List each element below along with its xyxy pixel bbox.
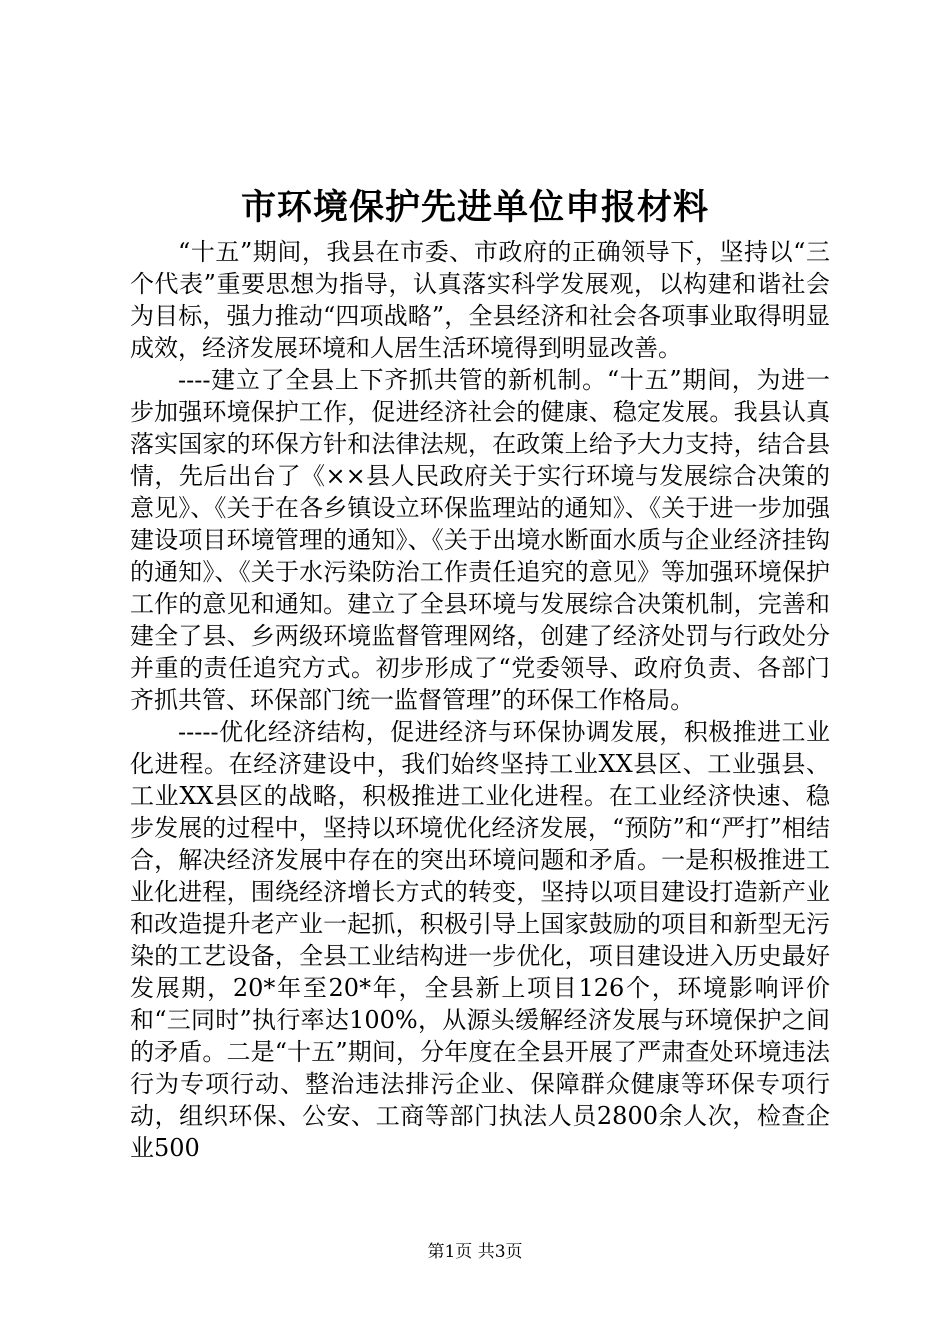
page-number-footer: 第1页 共3页 [427, 1242, 523, 1262]
document-body [130, 236, 830, 1164]
paragraph-economy: -----优化经济结构，促进经济与环保协调发展，积极推进工业化进程。在经济建设中，我们始终坚持工业XX县区、工业强县、工业XX县区的战略，积极推进工业化进程。在工业经济快速、稳步发展的过程中，坚持以环境优化经济发展，“预防”和“严打”相结合，解决经济发展中存在的突出环境问题和矛盾。一是积极推进工业化进程，围绕经济增长方式的转变，坚持以项目建设打造新产业和改造提升老产业一起抓，积极引导上国家鼓励的项目和新型无污染的工艺设备，全县工业结构进一步优化，项目建设进入历史最好发展期，20*年至20*年，全县新上项目126个，环境影响评价和“三同时”执行率达100%，从源头缓解经济发展与环境保护之间的矛盾。二是“十五”期间，分年度在全县开展了严肃查处环境违法行为专项行动、整治违法排污企业、保障群众健康等环保专项行动，组织环保、公安、工商等部门执法人员2800余人次，检查企业500 [130, 718, 830, 1162]
paragraph-intro: “十五”期间，我县在市委、市政府的正确领导下，坚持以“三个代表”重要思想为指导，认真落实科学发展观，以构建和谐社会为目标，强力推动“四项战略”，全县经济和社会各项事业取得明显成效，经济发展环境和人居生活环境得到明显改善。 [130, 238, 830, 362]
document-title: 市环境保护先进单位申报材料 [240, 187, 709, 228]
paragraph-mechanism: ----建立了全县上下齐抓共管的新机制。“十五”期间，为进一步加强环境保护工作，促进经济社会的健康、稳定发展。我县认真落实国家的环保方针和法律法规，在政策上给予大力支持，结合县情，先后出台了《××县人民政府关于实行环境与发展综合决策的意见》、《关于在各乡镇设立环保监理站的通知》、《关于进一步加强建设项目环境管理的通知》、《关于出境水断面水质与企业经济挂钩的通知》、《关于水污染防治工作责任追究的意见》等加强环境保护工作的意见和通知。建立了全县环境与发展综合决策机制，完善和建全了县、乡两级环境监督管理网络，创建了经济处罚与行政处分并重的责任追究方式。初步形成了“党委领导、政府负责、各部门齐抓共管、环保部门统一监督管理”的环保工作格局。 [130, 366, 830, 714]
